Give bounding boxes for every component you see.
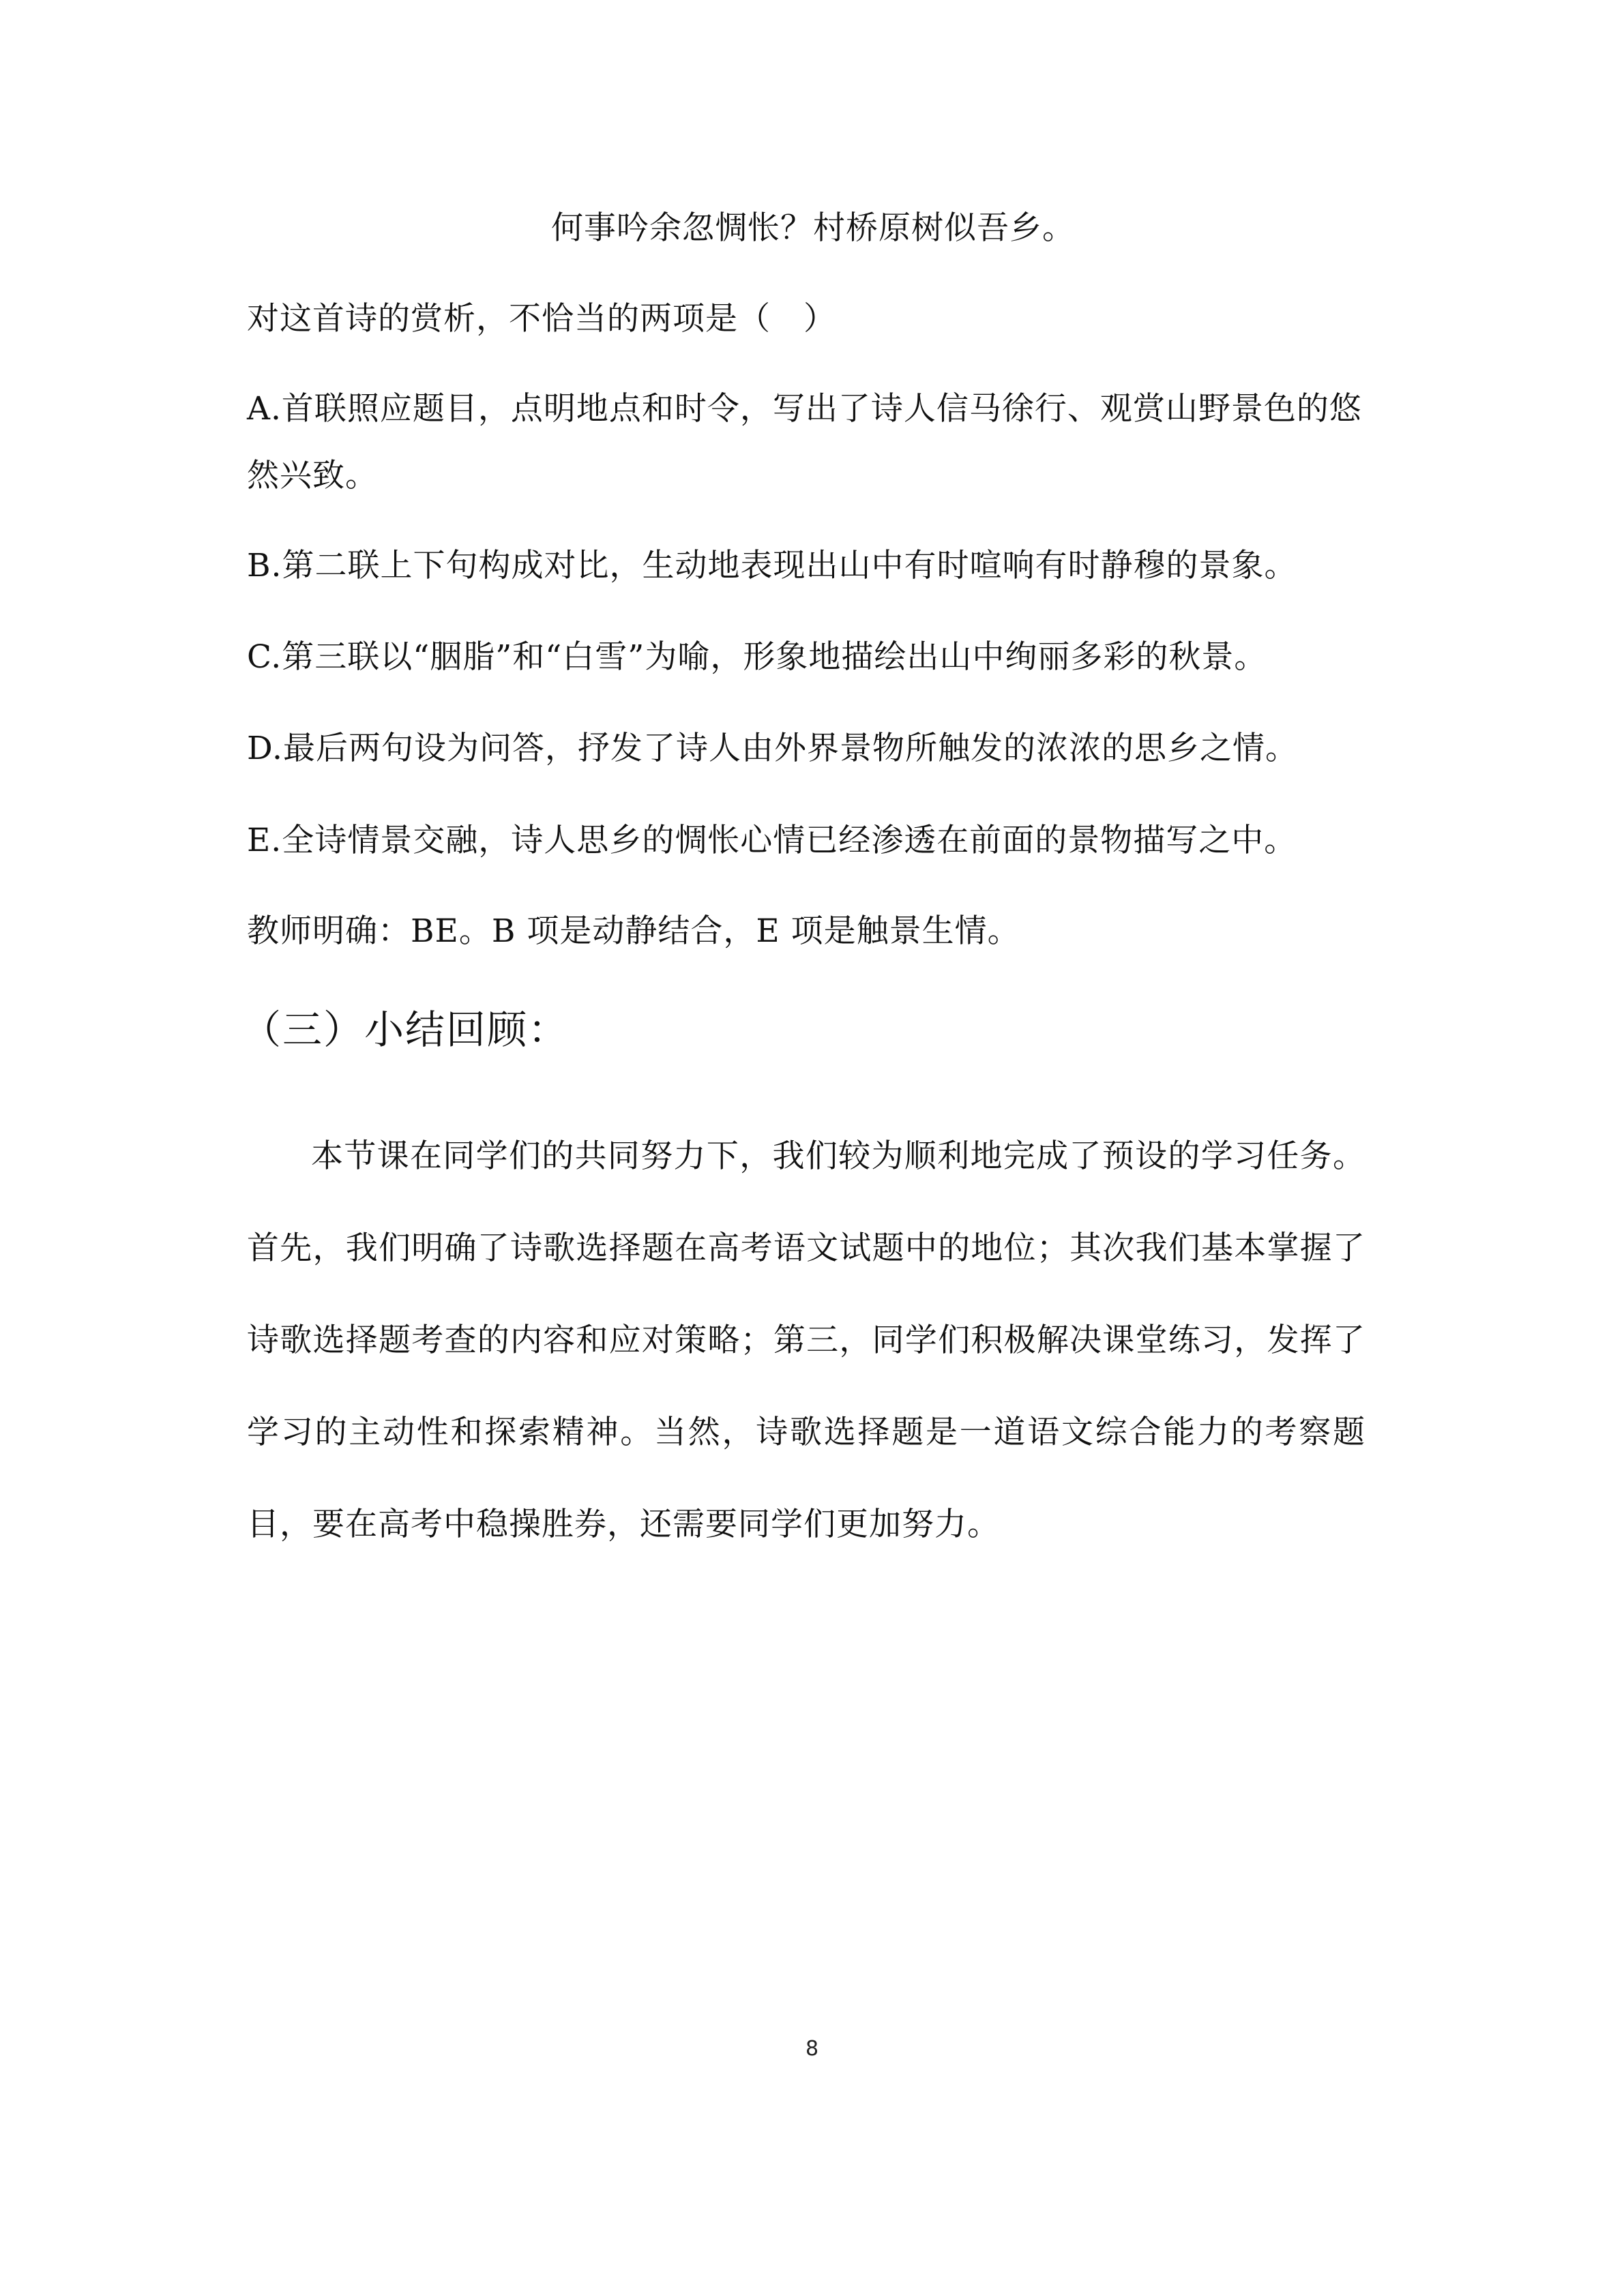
- option-b: B.第二联上下句构成对比，生动地表现出山中有时喧响有时静穆的景象。: [247, 547, 1297, 584]
- option-c: C.第三联以“胭脂”和“白雪”为喻，形象地描绘出山中绚丽多彩的秋景。: [247, 638, 1267, 676]
- option-a-line-1: A.首联照应题目，点明地点和时令，写出了诗人信马徐行、观赏山野景色的悠: [247, 390, 1362, 428]
- poem-line: 何事吟余忽惆怅？村桥原树似吾乡。: [551, 209, 1075, 247]
- page-number: 8: [805, 2037, 819, 2061]
- option-d: D.最后两句设为问答，抒发了诗人由外界景物所触发的浓浓的思乡之情。: [247, 730, 1298, 767]
- option-a-line-2: 然兴致。: [247, 457, 378, 494]
- teacher-answer: 教师明确：BE。B 项是动静结合，E 项是触景生情。: [247, 912, 1020, 950]
- summary-paragraph: 本节课在同学们的共同努力下，我们较为顺利地完成了预设的学习任务。首先，我们明确了诗歌选择题在高考语文试题中的地位；其次我们基本掌握了诗歌选择题考查的内容和应对策略；第三，同学们积极解决课堂练习，发挥了学习的主动性和探索精神。当然，诗歌选择题是一道语文综合能力的考察题目，要在高考中稳操胜券，还需要同学们更加努力。: [247, 1137, 1365, 1543]
- section-heading: （三）小结回顾：: [241, 1007, 570, 1053]
- question-text: 对这首诗的赏析，不恰当的两项是（ ）: [247, 300, 836, 338]
- option-e: E.全诗情景交融，诗人思乡的惆怅心情已经渗透在前面的景物描写之中。: [247, 822, 1297, 859]
